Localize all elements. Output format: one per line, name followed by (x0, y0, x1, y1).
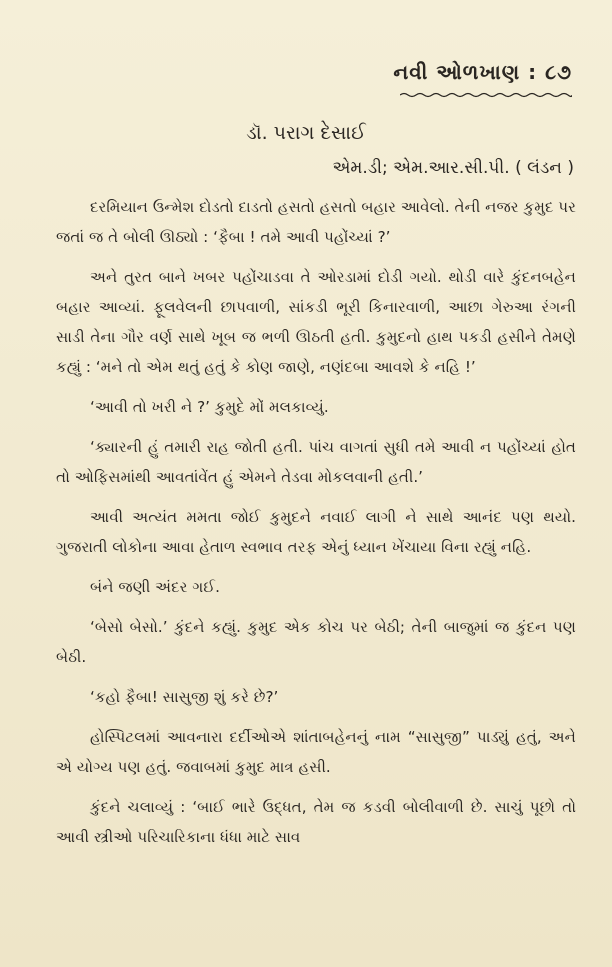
paragraph: ‘કહો ફૈબા! સાસુજી શું કરે છે?’ (90, 688, 279, 706)
paragraph: બંને જણી અંદર ગઈ. (90, 578, 220, 596)
paragraph: ‘આવી તો ખરી ને ?’ કુમુદે મોં મલકાવ્યું. (90, 398, 329, 416)
running-header: નવી ઓળખાણ : ૮૭ (393, 60, 572, 84)
wavy-underline (400, 92, 572, 98)
body-text (56, 192, 576, 862)
author-name: ડૉ. પરાગ દેસાઈ (246, 122, 366, 144)
paragraph: કુંદને ચલાવ્યું : ‘બાઈ ભારે ઉદ્ધત, તેમ જ કડવી બોલીવાળી છે. સાચું પૂછો તો આવી સ્ત્રીઓ પરિચારિકાના ધંધા માટે સાવ (56, 798, 576, 846)
paragraph: અને તુરત બાને ખબર પહોંચાડવા તે ઓરડામાં દોડી ગયો. થોડી વારે કુંદનબહેન બહાર આવ્યાં. ફૂલવેલની છાપવાળી, સાંકડી ભૂરી કિનારવાળી, આછા ગેરુઆ રંગની સાડી તેના ગૌર વર્ણ સાથે ખૂબ જ ભળી ઊઠતી હતી. કુમુદનો હાથ પકડી હસીને તેમણે કહ્યું : ‘મને તો એમ થતું હતું કે કોણ જાણે, નણંદબા આવશે કે નહિ !’ (56, 268, 576, 376)
paragraph: આવી અત્યંત મમતા જોઈ કુમુદને નવાઈ લાગી ને સાથે આનંદ પણ થયો. ગુજરાતી લોકોના આવા હેતાળ સ્વભાવ તરફ એનું ધ્યાન ખેંચાયા વિના રહ્યું નહિ. (56, 508, 576, 556)
paragraph: હોસ્પિટલમાં આવનારા દર્દીઓએ શાંતાબહેનનું નામ “સાસુજી” પાડ્યું હતું, અને એ યોગ્ય પણ હતું. જવાબમાં કુમુદ માત્ર હસી. (56, 728, 576, 776)
paragraph: ‘ક્યારની હું તમારી રાહ જોતી હતી. પાંચ વાગતાં સુધી તમે આવી ન પહોંચ્યાં હોત તો ઓફિસમાંથી આવતાંવેંત હું એમને તેડવા મોકલવાની હતી.’ (56, 438, 576, 486)
paragraph: દરમિયાન ઉન્મેશ દોડતો દાડતો હસતો હસતો બહાર આવેલો. તેની નજર કુમુદ પર જતાં જ તે બોલી ઊઠ્યો : ‘ફૈબા ! તમે આવી પહોંચ્યાં ?’ (56, 198, 576, 246)
paragraph: ‘બેસો બેસો.’ કુંદને કહ્યું. કુમુદ એક કોચ પર બેઠી; તેની બાજુમાં જ કુંદન પણ બેઠી. (56, 618, 576, 666)
author-credentials: એમ.ડી; એમ.આર.સી.પી. ( લંડન ) (332, 158, 574, 178)
